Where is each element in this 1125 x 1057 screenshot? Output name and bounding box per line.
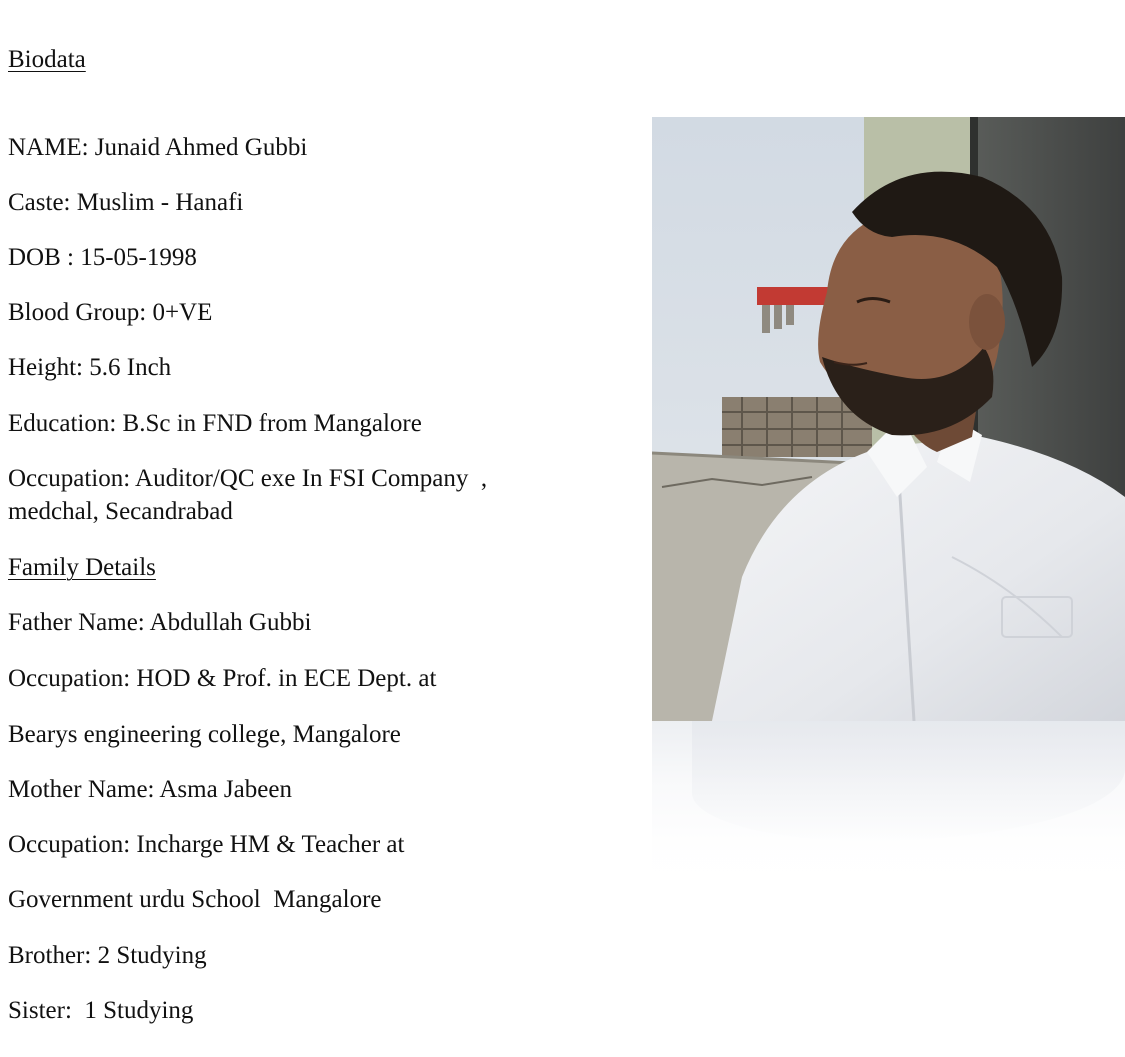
mother-occupation-line-1: Occupation: Incharge HM & Teacher at [8,831,405,858]
education-line: Education: B.Sc in FND from Mangalore [8,410,422,437]
father-occupation-line-2: Bearys engineering college, Mangalore [8,721,401,748]
blood-group-line: Blood Group: 0+VE [8,299,213,326]
brother-line: Brother: 2 Studying [8,942,207,969]
sister-line: Sister: 1 Studying [8,997,194,1024]
height-line: Height: 5.6 Inch [8,354,172,381]
profile-photo [652,117,1125,721]
occupation-line-1: Occupation: Auditor/QC exe In FSI Company , [8,465,488,492]
name-line: NAME: Junaid Ahmed Gubbi [8,134,308,161]
dob-line: DOB : 15-05-1998 [8,244,197,271]
caste-line: Caste: Muslim - Hanafi [8,189,244,216]
mother-occupation-line-2: Government urdu School Mangalore [8,886,382,913]
occupation-line-2: medchal, Secandrabad [8,498,233,525]
father-occupation-line-1: Occupation: HOD & Prof. in ECE Dept. at [8,665,437,692]
mother-name-line: Mother Name: Asma Jabeen [8,776,292,803]
family-details-heading: Family Details [8,554,156,581]
photo-reflection [652,721,1125,891]
biodata-heading: Biodata [8,46,86,73]
father-name-line: Father Name: Abdullah Gubbi [8,609,312,636]
